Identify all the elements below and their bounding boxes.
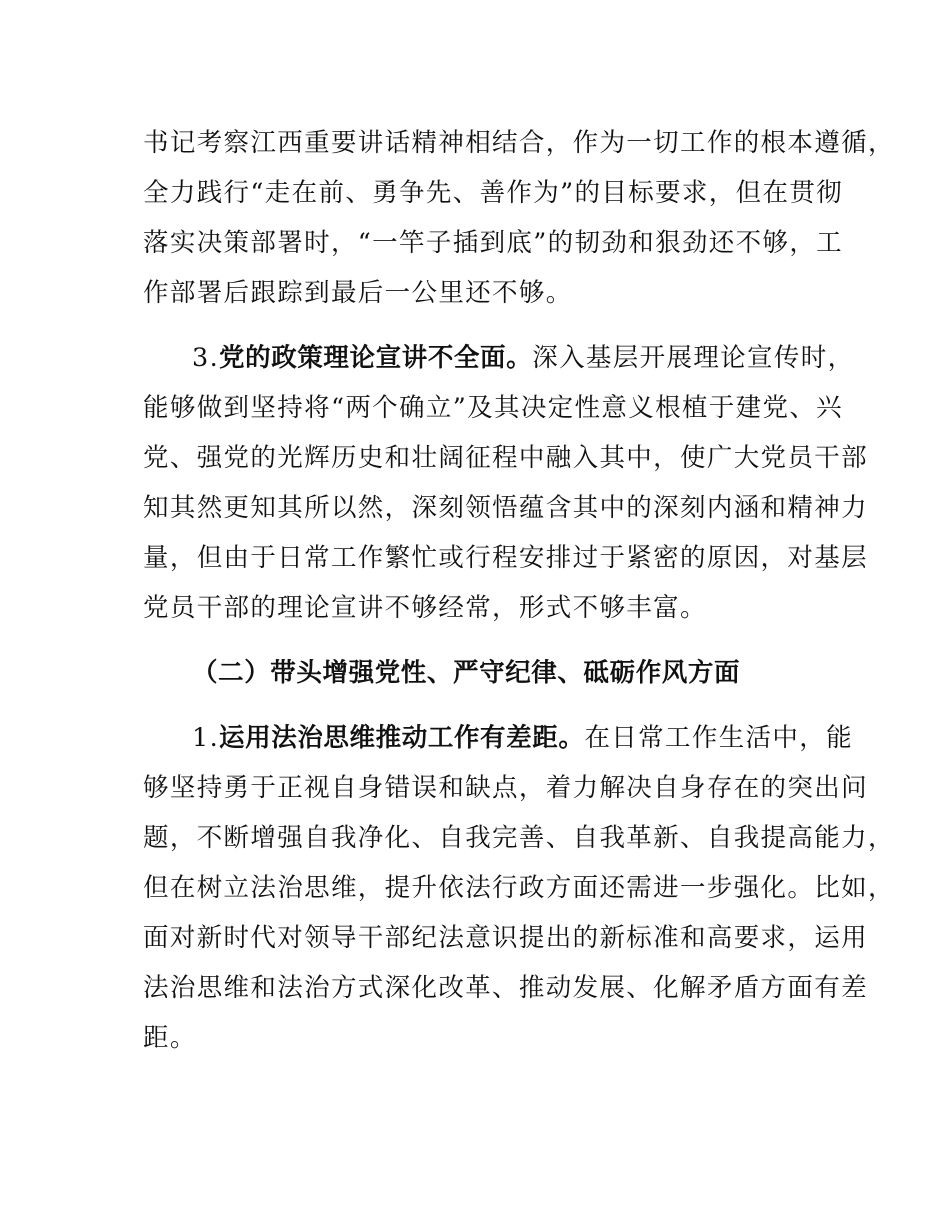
paragraph-line: 量，但由于日常工作繁忙或行程安排过于紧密的原因，对基层 (143, 543, 868, 573)
item-text: 在日常工作生活中，能 (584, 723, 853, 753)
paragraph-line: 够坚持勇于正视自身错误和缺点，着力解决自身存在的突出问 (143, 773, 868, 803)
paragraph-line: 全力践行“走在前、勇争先、善作为”的目标要求，但在贯彻 (143, 178, 844, 208)
paragraph-line: 书记考察江西重要讲话精神相结合，作为一切工作的根本遵循， (143, 128, 895, 158)
paragraph-line: 面对新时代对领导干部纪法意识提出的新标准和高要求，运用 (143, 923, 868, 953)
paragraph-line: 法治思维和法治方式深化改革、推动发展、化解矛盾方面有差 (143, 973, 868, 1003)
item-first-line (192, 721, 853, 755)
paragraph-line: 但在树立法治思维，提升依法行政方面还需进一步强化。比如， (143, 873, 895, 903)
paragraph-line: 能够做到坚持将“两个确立”及其决定性意义根植于建党、兴 (143, 393, 844, 423)
item-number: 1. (192, 723, 220, 753)
item-first-line (192, 341, 854, 375)
item-text: 深入基层开展理论宣传时， (532, 343, 855, 373)
paragraph-line: 距。 (143, 1023, 197, 1053)
item-title: 运用法治思维推动工作有差距。 (219, 723, 585, 753)
paragraph-line: 知其然更知其所以然，深刻领悟蕴含其中的深刻内涵和精神力 (143, 493, 868, 523)
paragraph-line: 党、强党的光辉历史和壮阔征程中融入其中，使广大党员干部 (143, 443, 868, 473)
section-heading: （二）带头增强党性、严守纪律、砥砺作风方面 (192, 658, 741, 688)
paragraph-line: 题，不断增强自我净化、自我完善、自我革新、自我提高能力， (143, 823, 895, 853)
item-title: 党的政策理论宣讲不全面。 (219, 343, 533, 373)
paragraph-line: 作部署后跟踪到最后一公里还不够。 (143, 278, 573, 308)
item-number: 3. (192, 343, 220, 373)
paragraph-line: 落实决策部署时，“一竿子插到底”的韧劲和狠劲还不够，工 (143, 228, 844, 258)
paragraph-line: 党员干部的理论宣讲不够经常，形式不够丰富。 (143, 593, 707, 623)
